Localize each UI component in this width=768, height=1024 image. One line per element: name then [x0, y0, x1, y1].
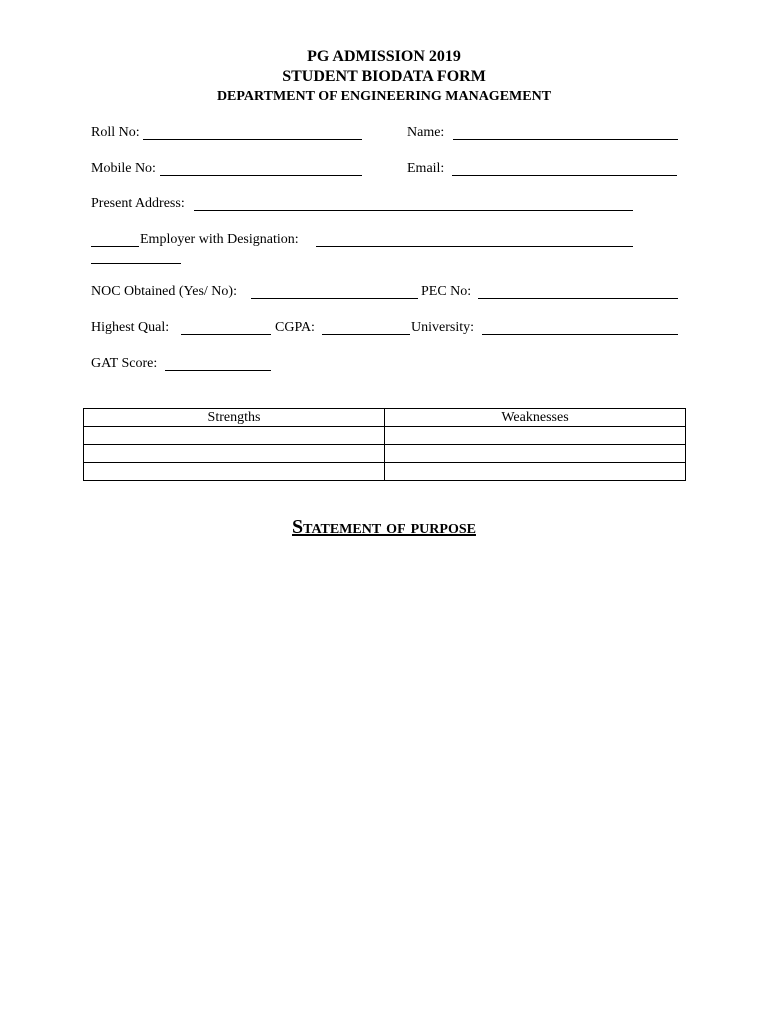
pec-label: PEC No:: [421, 284, 472, 299]
present-address-label: Present Address:: [91, 196, 185, 211]
table-header-row: [84, 409, 686, 427]
strengths-weaknesses-table: [83, 408, 686, 481]
gat-score-label: GAT Score:: [91, 356, 158, 371]
table-row: [84, 427, 686, 445]
weakness-cell[interactable]: [385, 463, 686, 481]
strength-cell[interactable]: [84, 445, 385, 463]
strength-cell[interactable]: [84, 463, 385, 481]
cgpa-label: CGPA:: [275, 320, 315, 335]
highest-qual-field[interactable]: [181, 334, 271, 335]
name-field[interactable]: [453, 139, 678, 140]
name-label: Name:: [407, 125, 445, 140]
cgpa-field[interactable]: [322, 334, 410, 335]
mobile-no-label: Mobile No:: [91, 161, 156, 176]
email-label: Email:: [407, 161, 445, 176]
department-name: DEPARTMENT OF ENGINEERING MANAGEMENT: [216, 89, 552, 104]
email-field[interactable]: [452, 175, 677, 176]
roll-no-field[interactable]: [143, 139, 362, 140]
statement-of-purpose-heading: Statement of purpose: [292, 516, 476, 538]
weakness-cell[interactable]: [385, 445, 686, 463]
gat-score-field[interactable]: [165, 370, 271, 371]
university-label: University:: [411, 320, 474, 335]
highest-qual-label: Highest Qual:: [91, 320, 170, 335]
table-row: [84, 445, 686, 463]
strengths-header: Strengths: [84, 409, 385, 427]
form-subtitle: STUDENT BIODATA FORM: [282, 68, 486, 85]
employer-field[interactable]: [316, 246, 633, 247]
weakness-cell[interactable]: [385, 427, 686, 445]
noc-label: NOC Obtained (Yes/ No):: [91, 284, 237, 299]
employer-field-continuation[interactable]: [91, 263, 181, 264]
table-row: [84, 463, 686, 481]
university-field[interactable]: [482, 334, 678, 335]
form-title: PG ADMISSION 2019: [307, 48, 461, 65]
present-address-field[interactable]: [194, 210, 633, 211]
strength-cell[interactable]: [84, 427, 385, 445]
employer-prefix-line: [91, 246, 139, 247]
pec-field[interactable]: [478, 298, 678, 299]
noc-field[interactable]: [251, 298, 418, 299]
roll-no-label: Roll No:: [91, 125, 140, 140]
weaknesses-header: Weaknesses: [385, 409, 686, 427]
employer-label: Employer with Designation:: [140, 232, 299, 247]
mobile-no-field[interactable]: [160, 175, 362, 176]
